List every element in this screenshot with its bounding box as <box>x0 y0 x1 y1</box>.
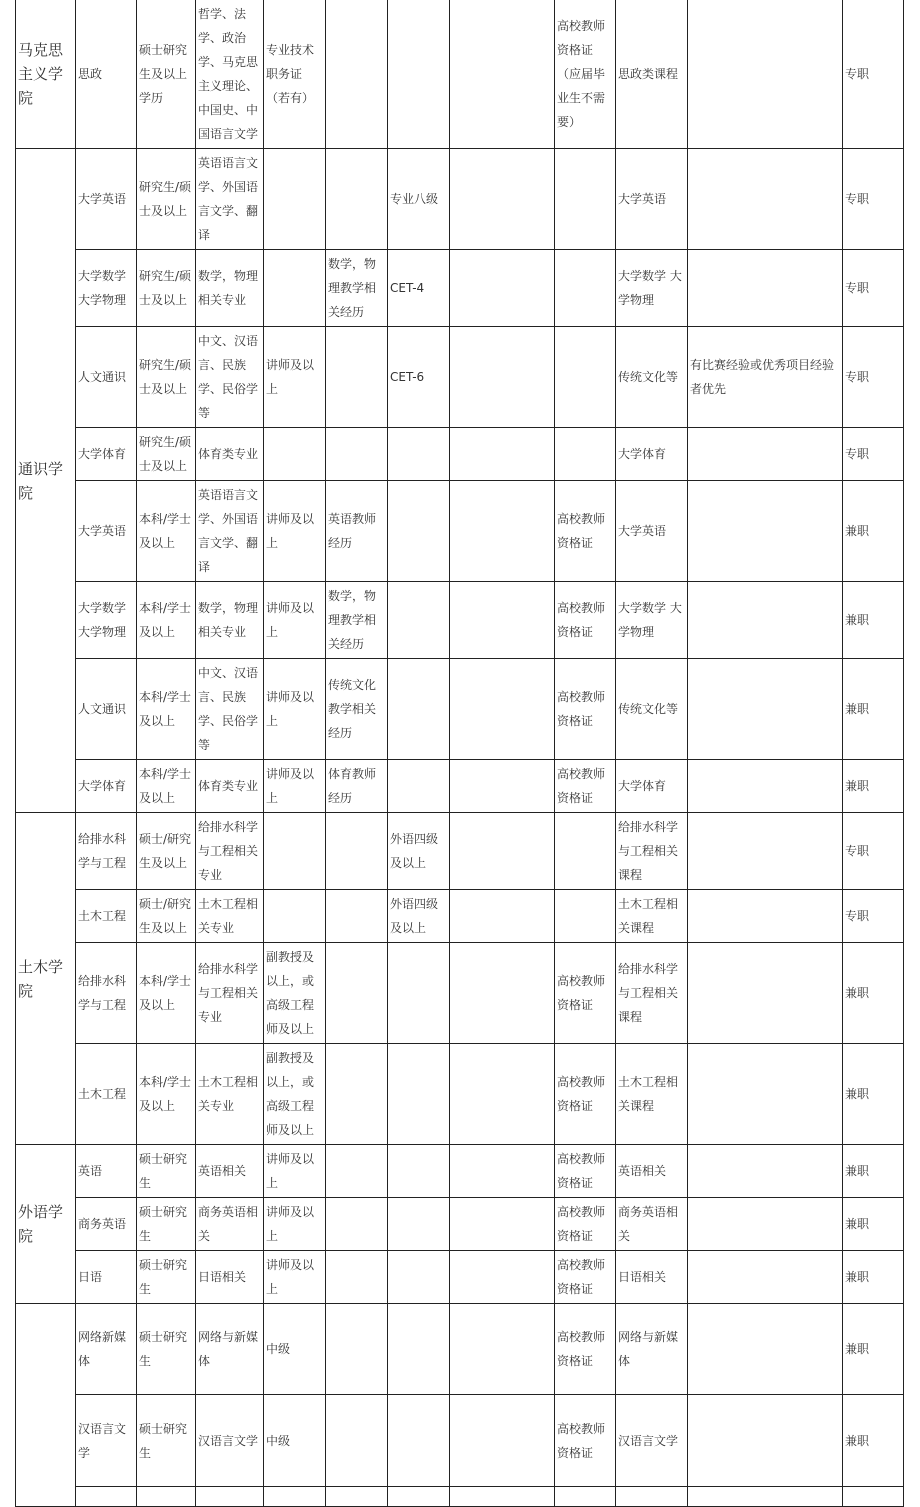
language-level-cell <box>388 760 450 813</box>
remarks-cell <box>688 1044 843 1145</box>
table-row <box>16 813 904 890</box>
certificate-cell: 高校教师资格证 <box>555 1304 616 1395</box>
experience-cell <box>326 890 388 943</box>
employment-type-cell: 专职 <box>843 149 904 250</box>
remarks-cell <box>688 149 843 250</box>
language-level-cell <box>388 1198 450 1251</box>
position-cell: 英语 <box>76 1145 137 1198</box>
title-requirement-cell <box>264 428 326 481</box>
education-cell: 硕士研究生 <box>137 1251 196 1304</box>
employment-type-cell: 兼职 <box>843 760 904 813</box>
education-cell: 本科/学士及以上 <box>137 481 196 582</box>
experience-cell <box>326 149 388 250</box>
courses-cell: 英语相关 <box>616 1145 688 1198</box>
position-cell: 土木工程 <box>76 1044 137 1145</box>
major-cell: 数学，物理相关专业 <box>196 582 264 659</box>
title-requirement-cell <box>264 1487 326 1507</box>
remarks-cell <box>688 760 843 813</box>
major-cell: 英语相关 <box>196 1145 264 1198</box>
position-cell: 日语 <box>76 1251 137 1304</box>
table-row <box>16 0 904 149</box>
blank-column-cell <box>450 250 555 327</box>
certificate-cell: 高校教师资格证 <box>555 481 616 582</box>
employment-type-cell: 专职 <box>843 428 904 481</box>
experience-cell <box>326 1251 388 1304</box>
position-cell: 网络新媒体 <box>76 1304 137 1395</box>
experience-cell: 数学，物理教学相关经历 <box>326 250 388 327</box>
remarks-cell <box>688 1395 843 1487</box>
courses-cell: 大学英语 <box>616 481 688 582</box>
education-cell: 研究生/硕士及以上 <box>137 149 196 250</box>
table-row <box>16 250 904 327</box>
employment-type-cell <box>843 1487 904 1507</box>
remarks-cell <box>688 0 843 149</box>
education-cell: 硕士研究生 <box>137 1198 196 1251</box>
experience-cell <box>326 1487 388 1507</box>
certificate-cell: 高校教师资格证 <box>555 1198 616 1251</box>
major-cell: 日语相关 <box>196 1251 264 1304</box>
language-level-cell: 外语四级及以上 <box>388 813 450 890</box>
education-cell: 本科/学士及以上 <box>137 943 196 1044</box>
courses-cell: 大学数学 大学物理 <box>616 582 688 659</box>
blank-column-cell <box>450 890 555 943</box>
remarks-cell <box>688 943 843 1044</box>
major-cell: 商务英语相关 <box>196 1198 264 1251</box>
blank-column-cell <box>450 1044 555 1145</box>
courses-cell: 给排水科学与工程相关课程 <box>616 813 688 890</box>
major-cell <box>196 1487 264 1507</box>
certificate-cell <box>555 327 616 428</box>
education-cell: 本科/学士及以上 <box>137 760 196 813</box>
experience-cell <box>326 0 388 149</box>
language-level-cell <box>388 1251 450 1304</box>
title-requirement-cell: 讲师及以上 <box>264 582 326 659</box>
experience-cell <box>326 1044 388 1145</box>
table-row <box>16 659 904 760</box>
courses-cell: 传统文化等 <box>616 327 688 428</box>
certificate-cell <box>555 813 616 890</box>
certificate-cell <box>555 890 616 943</box>
title-requirement-cell: 专业技术职务证（若有） <box>264 0 326 149</box>
blank-column-cell <box>450 659 555 760</box>
blank-column-cell <box>450 327 555 428</box>
employment-type-cell: 专职 <box>843 0 904 149</box>
major-cell: 中文、汉语言、民族学、民俗学等 <box>196 327 264 428</box>
title-requirement-cell <box>264 890 326 943</box>
employment-type-cell: 专职 <box>843 890 904 943</box>
experience-cell: 英语教师经历 <box>326 481 388 582</box>
certificate-cell: 高校教师资格证（应届毕业生不需要） <box>555 0 616 149</box>
table-row <box>16 1304 904 1395</box>
courses-cell: 思政类课程 <box>616 0 688 149</box>
certificate-cell: 高校教师资格证 <box>555 1251 616 1304</box>
position-cell: 人文通识 <box>76 659 137 760</box>
title-requirement-cell: 讲师及以上 <box>264 760 326 813</box>
language-level-cell <box>388 659 450 760</box>
remarks-cell <box>688 813 843 890</box>
courses-cell: 大学体育 <box>616 760 688 813</box>
major-cell: 土木工程相关专业 <box>196 1044 264 1145</box>
education-cell: 硕士研究生 <box>137 1395 196 1487</box>
employment-type-cell: 专职 <box>843 250 904 327</box>
certificate-cell <box>555 428 616 481</box>
table-row <box>16 1487 904 1507</box>
experience-cell <box>326 1198 388 1251</box>
position-cell <box>76 1487 137 1507</box>
employment-type-cell: 兼职 <box>843 1251 904 1304</box>
table-row <box>16 327 904 428</box>
certificate-cell: 高校教师资格证 <box>555 1044 616 1145</box>
college-cell: 马克思主义学院 <box>16 0 76 149</box>
title-requirement-cell: 讲师及以上 <box>264 1145 326 1198</box>
major-cell: 汉语言文学 <box>196 1395 264 1487</box>
major-cell: 英语语言文学、外国语言文学、翻译 <box>196 481 264 582</box>
education-cell: 硕士研究生 <box>137 1145 196 1198</box>
certificate-cell: 高校教师资格证 <box>555 659 616 760</box>
remarks-cell <box>688 250 843 327</box>
courses-cell: 传统文化等 <box>616 659 688 760</box>
blank-column-cell <box>450 1251 555 1304</box>
language-level-cell <box>388 1044 450 1145</box>
recruitment-table <box>15 0 904 1507</box>
certificate-cell <box>555 149 616 250</box>
courses-cell: 网络与新媒体 <box>616 1304 688 1395</box>
table-row <box>16 481 904 582</box>
title-requirement-cell: 中级 <box>264 1395 326 1487</box>
title-requirement-cell: 副教授及以上，或高级工程师及以上 <box>264 1044 326 1145</box>
education-cell <box>137 1487 196 1507</box>
courses-cell <box>616 1487 688 1507</box>
blank-column-cell <box>450 481 555 582</box>
employment-type-cell: 专职 <box>843 327 904 428</box>
college-cell: 外语学院 <box>16 1145 76 1304</box>
language-level-cell: CET-6 <box>388 327 450 428</box>
courses-cell: 土木工程相关课程 <box>616 890 688 943</box>
title-requirement-cell <box>264 250 326 327</box>
experience-cell <box>326 1304 388 1395</box>
experience-cell <box>326 1145 388 1198</box>
remarks-cell <box>688 481 843 582</box>
position-cell: 大学英语 <box>76 149 137 250</box>
table-row <box>16 582 904 659</box>
title-requirement-cell <box>264 149 326 250</box>
certificate-cell <box>555 250 616 327</box>
language-level-cell: CET-4 <box>388 250 450 327</box>
remarks-cell <box>688 1487 843 1507</box>
language-level-cell <box>388 1395 450 1487</box>
certificate-cell: 高校教师资格证 <box>555 582 616 659</box>
major-cell: 英语语言文学、外国语言文学、翻译 <box>196 149 264 250</box>
experience-cell <box>326 813 388 890</box>
certificate-cell: 高校教师资格证 <box>555 1395 616 1487</box>
courses-cell: 商务英语相关 <box>616 1198 688 1251</box>
remarks-cell <box>688 1198 843 1251</box>
position-cell: 大学体育 <box>76 760 137 813</box>
experience-cell <box>326 943 388 1044</box>
blank-column-cell <box>450 1395 555 1487</box>
college-cell: 土木学院 <box>16 813 76 1145</box>
blank-column-cell <box>450 1198 555 1251</box>
table-row <box>16 1145 904 1198</box>
education-cell: 硕士研究生及以上学历 <box>137 0 196 149</box>
language-level-cell <box>388 481 450 582</box>
college-cell: 通识学院 <box>16 149 76 813</box>
title-requirement-cell: 讲师及以上 <box>264 481 326 582</box>
remarks-cell <box>688 1251 843 1304</box>
college-cell <box>16 1304 76 1507</box>
blank-column-cell <box>450 1145 555 1198</box>
position-cell: 大学英语 <box>76 481 137 582</box>
major-cell: 体育类专业 <box>196 760 264 813</box>
education-cell: 研究生/硕士及以上 <box>137 327 196 428</box>
courses-cell: 大学英语 <box>616 149 688 250</box>
title-requirement-cell: 讲师及以上 <box>264 1251 326 1304</box>
education-cell: 本科/学士及以上 <box>137 1044 196 1145</box>
position-cell: 人文通识 <box>76 327 137 428</box>
employment-type-cell: 兼职 <box>843 1395 904 1487</box>
education-cell: 硕士/研究生及以上 <box>137 890 196 943</box>
blank-column-cell <box>450 582 555 659</box>
position-cell: 思政 <box>76 0 137 149</box>
employment-type-cell: 兼职 <box>843 1198 904 1251</box>
language-level-cell: 外语四级及以上 <box>388 890 450 943</box>
experience-cell <box>326 428 388 481</box>
education-cell: 研究生/硕士及以上 <box>137 250 196 327</box>
employment-type-cell: 兼职 <box>843 943 904 1044</box>
blank-column-cell <box>450 428 555 481</box>
language-level-cell <box>388 1304 450 1395</box>
education-cell: 本科/学士及以上 <box>137 582 196 659</box>
table-row <box>16 149 904 250</box>
table-row <box>16 760 904 813</box>
title-requirement-cell: 中级 <box>264 1304 326 1395</box>
certificate-cell: 高校教师资格证 <box>555 943 616 1044</box>
language-level-cell <box>388 943 450 1044</box>
language-level-cell <box>388 1145 450 1198</box>
title-requirement-cell: 讲师及以上 <box>264 327 326 428</box>
remarks-cell: 有比赛经验或优秀项目经验者优先 <box>688 327 843 428</box>
table-body <box>16 0 904 1507</box>
remarks-cell <box>688 1145 843 1198</box>
blank-column-cell <box>450 1487 555 1507</box>
experience-cell: 数学，物理教学相关经历 <box>326 582 388 659</box>
employment-type-cell: 兼职 <box>843 1145 904 1198</box>
language-level-cell <box>388 428 450 481</box>
education-cell: 硕士/研究生及以上 <box>137 813 196 890</box>
remarks-cell <box>688 582 843 659</box>
blank-column-cell <box>450 0 555 149</box>
title-requirement-cell: 讲师及以上 <box>264 1198 326 1251</box>
position-cell: 大学数学大学物理 <box>76 250 137 327</box>
employment-type-cell: 兼职 <box>843 659 904 760</box>
experience-cell: 传统文化教学相关经历 <box>326 659 388 760</box>
major-cell: 体育类专业 <box>196 428 264 481</box>
table-row <box>16 1251 904 1304</box>
major-cell: 给排水科学与工程相关专业 <box>196 813 264 890</box>
position-cell: 给排水科学与工程 <box>76 943 137 1044</box>
major-cell: 数学，物理相关专业 <box>196 250 264 327</box>
title-requirement-cell <box>264 813 326 890</box>
courses-cell: 汉语言文学 <box>616 1395 688 1487</box>
position-cell: 大学体育 <box>76 428 137 481</box>
employment-type-cell: 兼职 <box>843 1304 904 1395</box>
remarks-cell <box>688 1304 843 1395</box>
title-requirement-cell: 讲师及以上 <box>264 659 326 760</box>
experience-cell <box>326 1395 388 1487</box>
major-cell: 中文、汉语言、民族学、民俗学等 <box>196 659 264 760</box>
language-level-cell <box>388 0 450 149</box>
language-level-cell: 专业八级 <box>388 149 450 250</box>
table-row <box>16 890 904 943</box>
courses-cell: 大学数学 大学物理 <box>616 250 688 327</box>
courses-cell: 大学体育 <box>616 428 688 481</box>
position-cell: 商务英语 <box>76 1198 137 1251</box>
education-cell: 本科/学士及以上 <box>137 659 196 760</box>
position-cell: 给排水科学与工程 <box>76 813 137 890</box>
remarks-cell <box>688 659 843 760</box>
certificate-cell: 高校教师资格证 <box>555 760 616 813</box>
table-row <box>16 428 904 481</box>
education-cell: 研究生/硕士及以上 <box>137 428 196 481</box>
major-cell: 哲学、法学、政治学、马克思主义理论、中国史、中国语言文学 <box>196 0 264 149</box>
blank-column-cell <box>450 943 555 1044</box>
blank-column-cell <box>450 760 555 813</box>
employment-type-cell: 专职 <box>843 813 904 890</box>
language-level-cell <box>388 1487 450 1507</box>
experience-cell: 体育教师经历 <box>326 760 388 813</box>
employment-type-cell: 兼职 <box>843 582 904 659</box>
education-cell: 硕士研究生 <box>137 1304 196 1395</box>
blank-column-cell <box>450 813 555 890</box>
major-cell: 给排水科学与工程相关专业 <box>196 943 264 1044</box>
remarks-cell <box>688 890 843 943</box>
blank-column-cell <box>450 149 555 250</box>
major-cell: 网络与新媒体 <box>196 1304 264 1395</box>
table-row <box>16 1395 904 1487</box>
position-cell: 汉语言文学 <box>76 1395 137 1487</box>
employment-type-cell: 兼职 <box>843 481 904 582</box>
courses-cell: 土木工程相关课程 <box>616 1044 688 1145</box>
table-row <box>16 1044 904 1145</box>
title-requirement-cell: 副教授及以上，或高级工程师及以上 <box>264 943 326 1044</box>
certificate-cell: 高校教师资格证 <box>555 1145 616 1198</box>
blank-column-cell <box>450 1304 555 1395</box>
courses-cell: 给排水科学与工程相关课程 <box>616 943 688 1044</box>
major-cell: 土木工程相关专业 <box>196 890 264 943</box>
remarks-cell <box>688 428 843 481</box>
certificate-cell <box>555 1487 616 1507</box>
employment-type-cell: 兼职 <box>843 1044 904 1145</box>
table-row <box>16 1198 904 1251</box>
language-level-cell <box>388 582 450 659</box>
position-cell: 土木工程 <box>76 890 137 943</box>
courses-cell: 日语相关 <box>616 1251 688 1304</box>
experience-cell <box>326 327 388 428</box>
position-cell: 大学数学大学物理 <box>76 582 137 659</box>
table-row <box>16 943 904 1044</box>
